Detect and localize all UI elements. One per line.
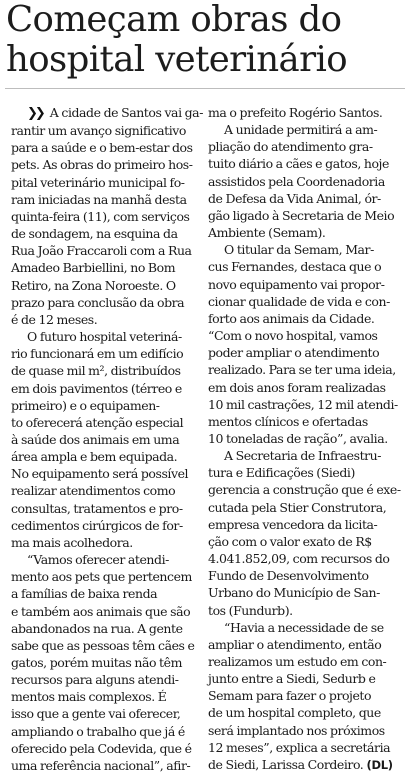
text-line: Semam para fazer o projeto <box>208 688 372 704</box>
text-line: mento aos pets que pertencem <box>11 569 192 585</box>
text-line: gatos, porém muitas não têm <box>11 655 182 670</box>
text-line: de Siedi, Larissa Cordeiro. (DL) <box>208 756 393 772</box>
text-line: cus Fernandes, destaca que o <box>208 259 382 275</box>
article-column-left <box>11 104 203 774</box>
text-line: “Havia a necessidade de se <box>224 619 384 635</box>
text-line: em dois anos foram realizadas <box>208 379 386 395</box>
text-line: cutada pela Stier Construtora, <box>208 499 387 515</box>
text-line: to oferecerá atenção especial <box>11 414 184 430</box>
text-line: tuito diário a cães e gatos, hoje <box>208 156 389 172</box>
text-line: é de 12 meses. <box>11 311 98 327</box>
text-line: 10 mil castrações, 12 mil atendi- <box>208 396 398 412</box>
text-line: 10 toneladas de ração”, avalia. <box>208 430 388 446</box>
text-line: e também aos animais que são <box>11 603 191 619</box>
headline-divider <box>5 88 405 89</box>
text-line: forto aos animais da Cidade. <box>208 310 375 326</box>
text-line: de quase mil m², distribuídos <box>11 363 181 379</box>
text-line: ❯❯ A cidade de Santos vai ga- <box>27 105 203 121</box>
text-line: a famílias de baixa renda <box>11 586 158 602</box>
text-line: ram iniciadas na manhã desta <box>11 191 187 207</box>
text-line: realizar atendimentos como <box>11 483 176 499</box>
article-paragraph <box>11 104 203 328</box>
text-line: “Com o novo hospital, vamos <box>208 328 378 344</box>
text-line: 4.041.852,09, com recursos do <box>208 551 390 567</box>
text-line: à saúde dos animais em uma <box>11 431 180 447</box>
text-line: área ampla e bem equipada. <box>11 449 178 465</box>
text-line: poder ampliar o atendimento <box>208 345 380 361</box>
text-line: sabe que as pessoas têm cães e <box>11 637 195 653</box>
article-paragraph <box>208 447 401 619</box>
text-line: empresa vencedora da licita- <box>208 516 378 532</box>
text-line: 12 meses”, explica a secretária <box>208 739 391 755</box>
headline-line: Começam obras do <box>6 0 342 40</box>
text-line: prazo para conclusão da obra <box>11 294 185 310</box>
text-line: para a saúde e o bem-estar dos <box>11 140 193 156</box>
article-paragraph <box>208 619 401 774</box>
text-line: Urbano do Município de San- <box>208 585 380 601</box>
text-line: “Vamos oferecer atendi- <box>27 552 169 568</box>
text-line: cionar qualidade de vida e con- <box>208 293 390 309</box>
text-line: Amadeo Barbiellini, no Bom <box>11 260 176 276</box>
text-line: pliação do atendimento gra- <box>208 139 373 155</box>
text-line: cedimentos cirúrgicos de for- <box>11 517 183 533</box>
headline <box>6 0 406 80</box>
text-line: realizamos um estudo em con- <box>208 654 387 669</box>
text-line: Rua João Fraccaroli com a Rua <box>11 243 192 259</box>
text-line: pital veterinário municipal fo- <box>11 174 185 190</box>
text-line: abandonados na rua. A gente <box>11 620 183 636</box>
text-line: mentos clínicos e ofertadas <box>208 413 368 429</box>
article-paragraph <box>208 241 401 447</box>
text-line: uma referência nacional”, afir- <box>11 757 191 773</box>
text-line: Fundo de Desenvolvimento <box>208 568 369 584</box>
article-paragraph <box>208 121 401 241</box>
text-line: assistidos pela Coordenadoria <box>208 173 385 189</box>
text-line: de um hospital completo, que <box>208 705 381 721</box>
text-line: quinta-feira (11), com serviços <box>11 208 190 224</box>
article-paragraph <box>208 104 401 121</box>
text-line: isso que a gente vai oferecer, <box>11 706 181 722</box>
author-signature: (DL) <box>363 757 393 772</box>
text-line: primeiro) e o equipamen- <box>11 397 160 413</box>
text-line: A unidade permitirá a am- <box>224 122 378 138</box>
text-line: tos (Fundurb). <box>208 602 293 618</box>
text-line: ma mais acolhedora. <box>11 534 133 550</box>
text-line: ampliar o atendimento, então <box>208 636 382 652</box>
text-line: recursos para alguns atendi- <box>11 672 179 688</box>
text-line: ção com o valor exato de R$ <box>208 533 372 549</box>
text-line: consultas, tratamentos e pro- <box>11 500 183 516</box>
text-line: gão ligado à Secretaria de Meio <box>208 207 395 223</box>
text-line: será implantado nos próximos <box>208 722 385 738</box>
text-line: gerencia a construção que é exe- <box>208 482 401 498</box>
text-line: O titular da Semam, Mar- <box>224 242 374 258</box>
article-paragraph <box>11 328 199 551</box>
text-line: tura e Edificações (Siedi) <box>208 465 355 481</box>
text-line: rantir um avanço significativo <box>11 123 186 139</box>
text-line: ampliando o trabalho que já é <box>11 723 185 739</box>
text-line: A Secretaria de Infraestru- <box>224 448 382 464</box>
chevron-right-icon: ❯❯ <box>27 106 43 121</box>
text-line: novo equipamento vai propor- <box>208 276 385 292</box>
headline-line: hospital veterinário <box>6 39 347 80</box>
text-line: No equipamento será possível <box>11 466 189 482</box>
article-paragraph <box>11 551 199 774</box>
text-line: rio funcionará em um edifício <box>11 346 184 362</box>
text-line: mentos mais complexos. É <box>11 689 167 705</box>
text-line: junto entre a Siedi, Sedurb e <box>208 671 376 687</box>
text-line: de sondagem, na esquina da <box>11 226 178 242</box>
text-line: Ambiente (Semam). <box>208 225 326 241</box>
text-line: Retiro, na Zona Noroeste. O <box>11 277 176 293</box>
text-line: realizado. Para se ter uma ideia, <box>208 362 396 378</box>
text-line: O futuro hospital veteriná- <box>27 329 182 345</box>
text-line: pets. As obras do primeiro hos- <box>11 157 193 173</box>
text-line: em dois pavimentos (térreo e <box>11 380 182 396</box>
article-column-right <box>208 104 401 774</box>
text-line: oferecido pela Codevida, que é <box>11 740 192 756</box>
text-line: ma o prefeito Rogério Santos. <box>208 105 383 120</box>
text-line: de Defesa da Vida Animal, ór- <box>208 190 381 206</box>
